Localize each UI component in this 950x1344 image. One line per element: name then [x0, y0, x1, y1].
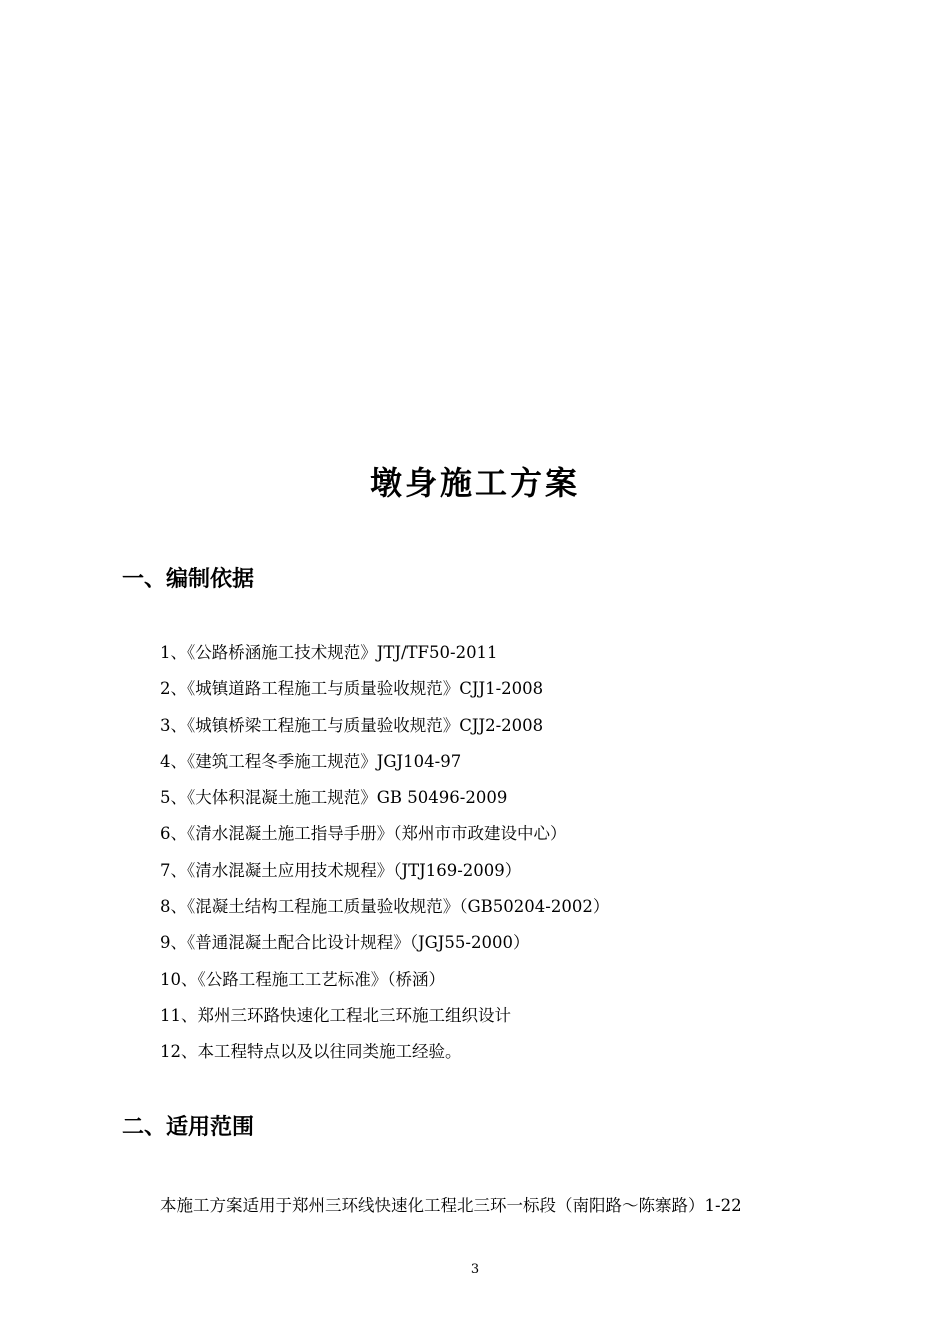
section-heading-basis: 一、编制依据	[122, 567, 255, 592]
page-number: 3	[470, 1262, 480, 1277]
list-item: 3、《城镇桥梁工程施工与质量验收规范》CJJ2-2008	[160, 715, 544, 735]
list-item: 12、本工程特点以及以往同类施工经验。	[160, 1042, 462, 1062]
list-item: 4、《建筑工程冬季施工规范》JGJ104-97	[160, 751, 462, 771]
section-heading-scope: 二、适用范围	[122, 1115, 255, 1140]
list-item: 9、《普通混凝土配合比设计规程》（JGJ55-2000）	[160, 933, 530, 953]
list-item: 6、《清水混凝土施工指导手册》（郑州市市政建设中心）	[160, 824, 567, 844]
reference-list	[160, 640, 609, 1076]
list-item: 5、《大体积混凝土施工规范》GB 50496-2009	[160, 788, 508, 808]
list-item: 10、《公路工程施工工艺标准》（桥涵）	[160, 969, 445, 989]
list-item: 7、《清水混凝土应用技术规程》（JTJ169-2009）	[160, 860, 522, 880]
scope-paragraph: 本施工方案适用于郑州三环线快速化工程北三环一标段（南阳路～陈寨路）1-22	[160, 1196, 742, 1215]
list-item: 1、《公路桥涵施工技术规范》JTJ/TF50-2011	[160, 643, 498, 662]
list-item: 2、《城镇道路工程施工与质量验收规范》CJJ1-2008	[160, 679, 544, 699]
list-item: 11、郑州三环路快速化工程北三环施工组织设计	[160, 1005, 511, 1025]
list-item: 8、《混凝土结构工程施工质量验收规范》（GB50204-2002）	[160, 897, 610, 917]
document-title: 墩身施工方案	[369, 464, 580, 502]
